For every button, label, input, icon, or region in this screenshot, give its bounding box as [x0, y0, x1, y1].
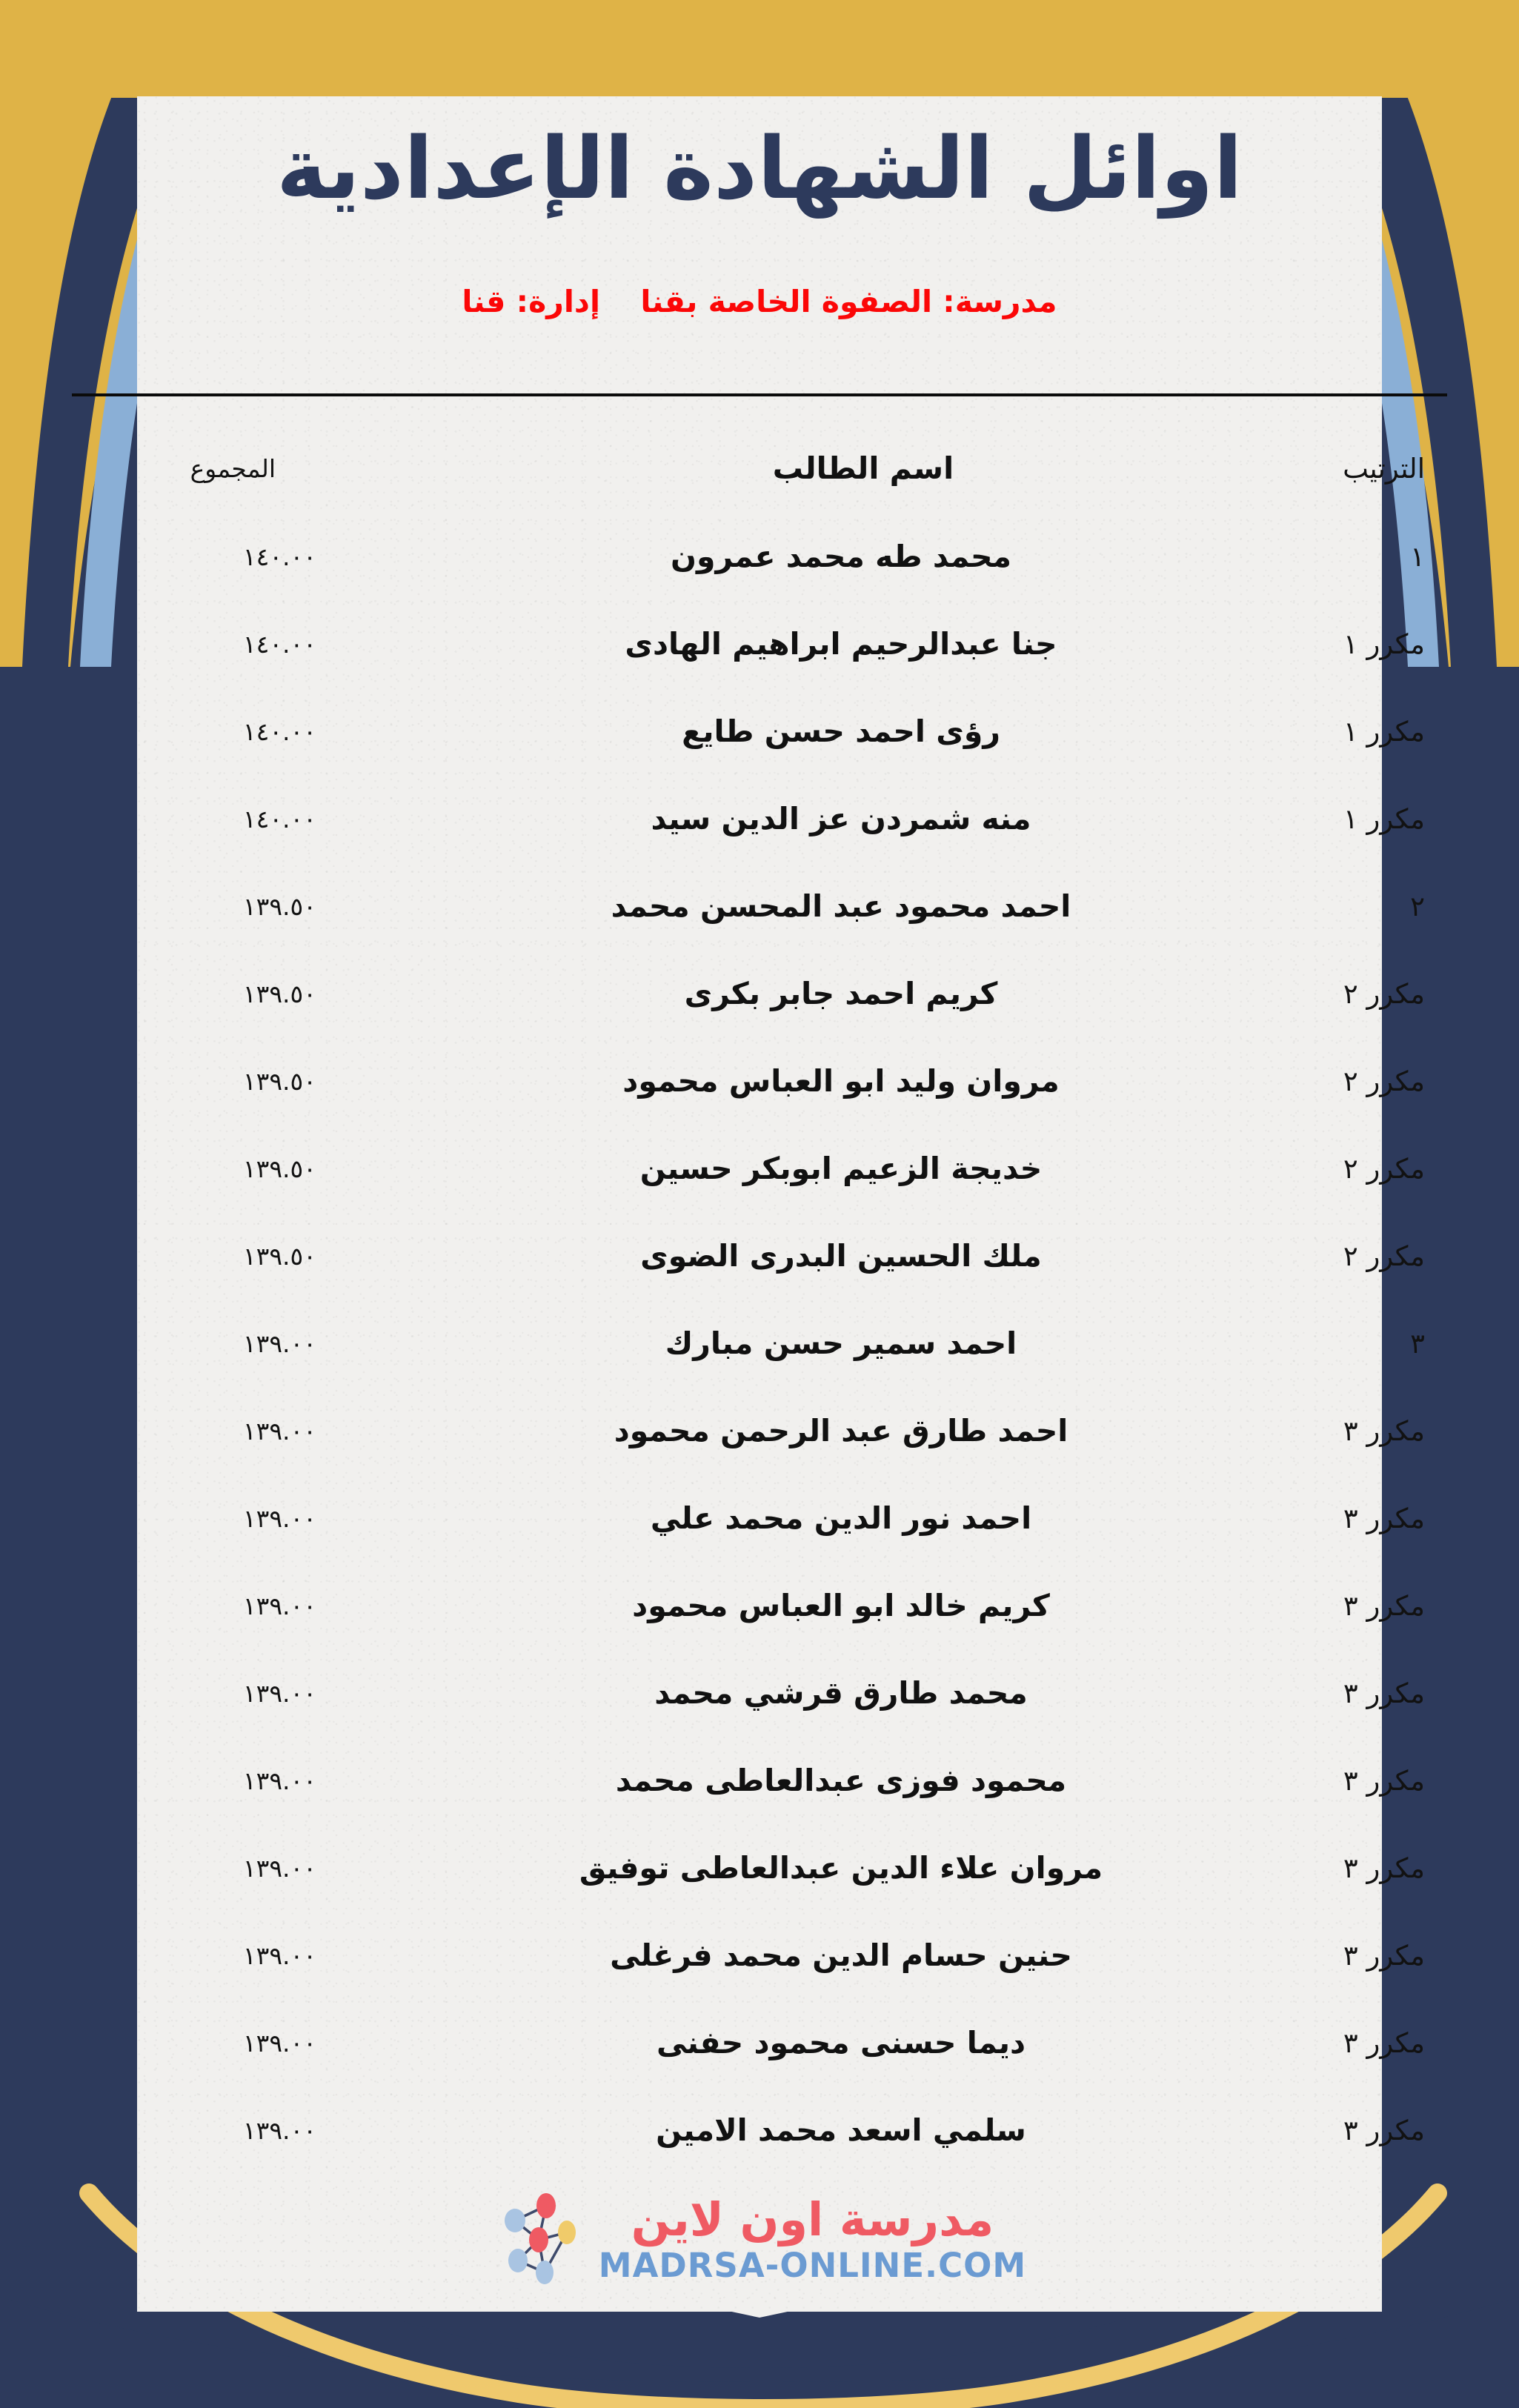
cell-rank: ٣: [1410, 1327, 1425, 1360]
table-header-row: [72, 424, 1447, 513]
molecule-network-icon: [493, 2189, 585, 2289]
cell-total: ١٤٠.٠٠: [242, 542, 316, 571]
cell-rank: مكرر ٣: [1343, 1939, 1425, 1972]
table-row: [72, 1300, 1447, 1387]
cell-total: ١٣٩.٠٠: [242, 1766, 316, 1795]
table-row: [72, 950, 1447, 1037]
table-row: [72, 1037, 1447, 1125]
cell-rank: مكرر ٣: [1343, 1589, 1425, 1622]
table-row: [72, 1737, 1447, 1824]
header-divider: [72, 393, 1447, 396]
cell-total: ١٣٩.٠٠: [242, 1940, 316, 1970]
cell-total: ١٣٩.٥٠: [242, 1154, 316, 1183]
cell-total: ١٣٩.٠٠: [242, 1591, 316, 1620]
logo-arabic-text: مدرسة اون لاين: [631, 2192, 994, 2246]
cell-rank: مكرر ٣: [1343, 1764, 1425, 1797]
column-header-name: اسم الطالب: [772, 450, 954, 486]
table-row: [72, 1912, 1447, 1999]
cell-rank: مكرر ٢: [1343, 1152, 1425, 1185]
table-row: [72, 513, 1447, 600]
cell-student-name: سلمي اسعد محمد الامين: [656, 2112, 1026, 2148]
cell-student-name: احمد سمير حسن مبارك: [665, 1326, 1017, 1361]
table-row: [72, 1824, 1447, 1912]
cell-total: ١٤٠.٠٠: [242, 804, 316, 834]
administration-label: إدارة: قنا: [462, 284, 601, 319]
site-logo[interactable]: [0, 2189, 1519, 2289]
cell-total: ١٣٩.٥٠: [242, 979, 316, 1008]
cell-rank: مكرر ٣: [1343, 1502, 1425, 1534]
cell-student-name: كريم احمد جابر بكرى: [684, 976, 998, 1011]
table-row: [72, 1999, 1447, 2086]
cell-total: ١٣٩.٠٠: [242, 1853, 316, 1883]
column-header-rank: الترتيب: [1343, 452, 1425, 485]
results-table: [72, 424, 1447, 2174]
logo-domain-text: MADRSA-ONLINE.COM: [598, 2246, 1027, 2285]
school-info-row: [0, 284, 1519, 319]
table-row: [72, 862, 1447, 950]
table-row: [72, 600, 1447, 688]
cell-student-name: ديما حسنى محمود حفنى: [656, 2025, 1026, 2061]
cell-total: ١٣٩.٠٠: [242, 2028, 316, 2058]
cell-student-name: احمد طارق عبد الرحمن محمود: [614, 1413, 1068, 1449]
logo-text-block: [598, 2192, 1027, 2285]
cell-student-name: محمود فوزى عبدالعاطى محمد: [615, 1763, 1067, 1798]
cell-rank: مكرر ١: [1343, 715, 1425, 748]
cell-student-name: احمد محمود عبد المحسن محمد: [611, 888, 1071, 924]
column-header-total: المجموع: [190, 453, 276, 483]
cell-rank: ٢: [1410, 890, 1425, 922]
page-title: اوائل الشهادة الإعدادية: [276, 119, 1243, 219]
cell-total: ١٣٩.٠٠: [242, 1328, 316, 1358]
cell-rank: مكرر ٢: [1343, 977, 1425, 1010]
table-row: [72, 1562, 1447, 1649]
cell-total: ١٣٩.٠٠: [242, 1503, 316, 1533]
cell-rank: مكرر ٣: [1343, 1677, 1425, 1709]
cell-rank: مكرر ١: [1343, 628, 1425, 660]
cell-total: ١٣٩.٠٠: [242, 1416, 316, 1446]
table-row: [72, 775, 1447, 862]
cell-rank: مكرر ٣: [1343, 2026, 1425, 2059]
cell-total: ١٣٩.٥٠: [242, 1241, 316, 1271]
table-row: [72, 2086, 1447, 2174]
cell-student-name: محمد طه محمد عمرون: [671, 539, 1011, 574]
cell-student-name: ملك الحسين البدرى الضوى: [640, 1238, 1042, 1274]
table-row: [72, 1649, 1447, 1737]
cell-total: ١٣٩.٠٠: [242, 2115, 316, 2145]
cell-rank: ١: [1410, 540, 1425, 573]
table-row: [72, 1125, 1447, 1212]
cell-student-name: حنين حسام الدين محمد فرغلى: [610, 1938, 1072, 1973]
table-row: [72, 1387, 1447, 1474]
cell-student-name: كريم خالد ابو العباس محمود: [632, 1588, 1050, 1623]
table-row: [72, 688, 1447, 775]
cell-total: ١٤٠.٠٠: [242, 629, 316, 659]
cell-rank: مكرر ٣: [1343, 1414, 1425, 1447]
cell-total: ١٣٩.٥٠: [242, 1066, 316, 1096]
school-name-label: مدرسة: الصفوة الخاصة بقنا: [640, 284, 1057, 319]
cell-total: ١٣٩.٥٠: [242, 891, 316, 921]
table-row: [72, 1474, 1447, 1562]
cell-rank: مكرر ٣: [1343, 2114, 1425, 2146]
cell-student-name: احمد نور الدين محمد علي: [650, 1500, 1032, 1536]
table-row: [72, 1212, 1447, 1300]
cell-rank: مكرر ٢: [1343, 1240, 1425, 1272]
cell-student-name: جنا عبدالرحيم ابراهيم الهادى: [625, 626, 1057, 662]
cell-rank: مكرر ١: [1343, 802, 1425, 835]
cell-student-name: منه شمردن عز الدين سيد: [651, 801, 1031, 837]
cell-student-name: مروان وليد ابو العباس محمود: [622, 1063, 1060, 1099]
cell-student-name: محمد طارق قرشي محمد: [654, 1675, 1028, 1711]
cell-student-name: خديجة الزعيم ابوبكر حسين: [639, 1151, 1043, 1186]
cell-student-name: رؤى احمد حسن طايع: [682, 714, 1000, 749]
cell-total: ١٣٩.٠٠: [242, 1678, 316, 1708]
cell-rank: مكرر ٢: [1343, 1065, 1425, 1097]
cell-rank: مكرر ٣: [1343, 1852, 1425, 1884]
cell-total: ١٤٠.٠٠: [242, 716, 316, 746]
cell-student-name: مروان علاء الدين عبدالعاطى توفيق: [579, 1850, 1103, 1886]
